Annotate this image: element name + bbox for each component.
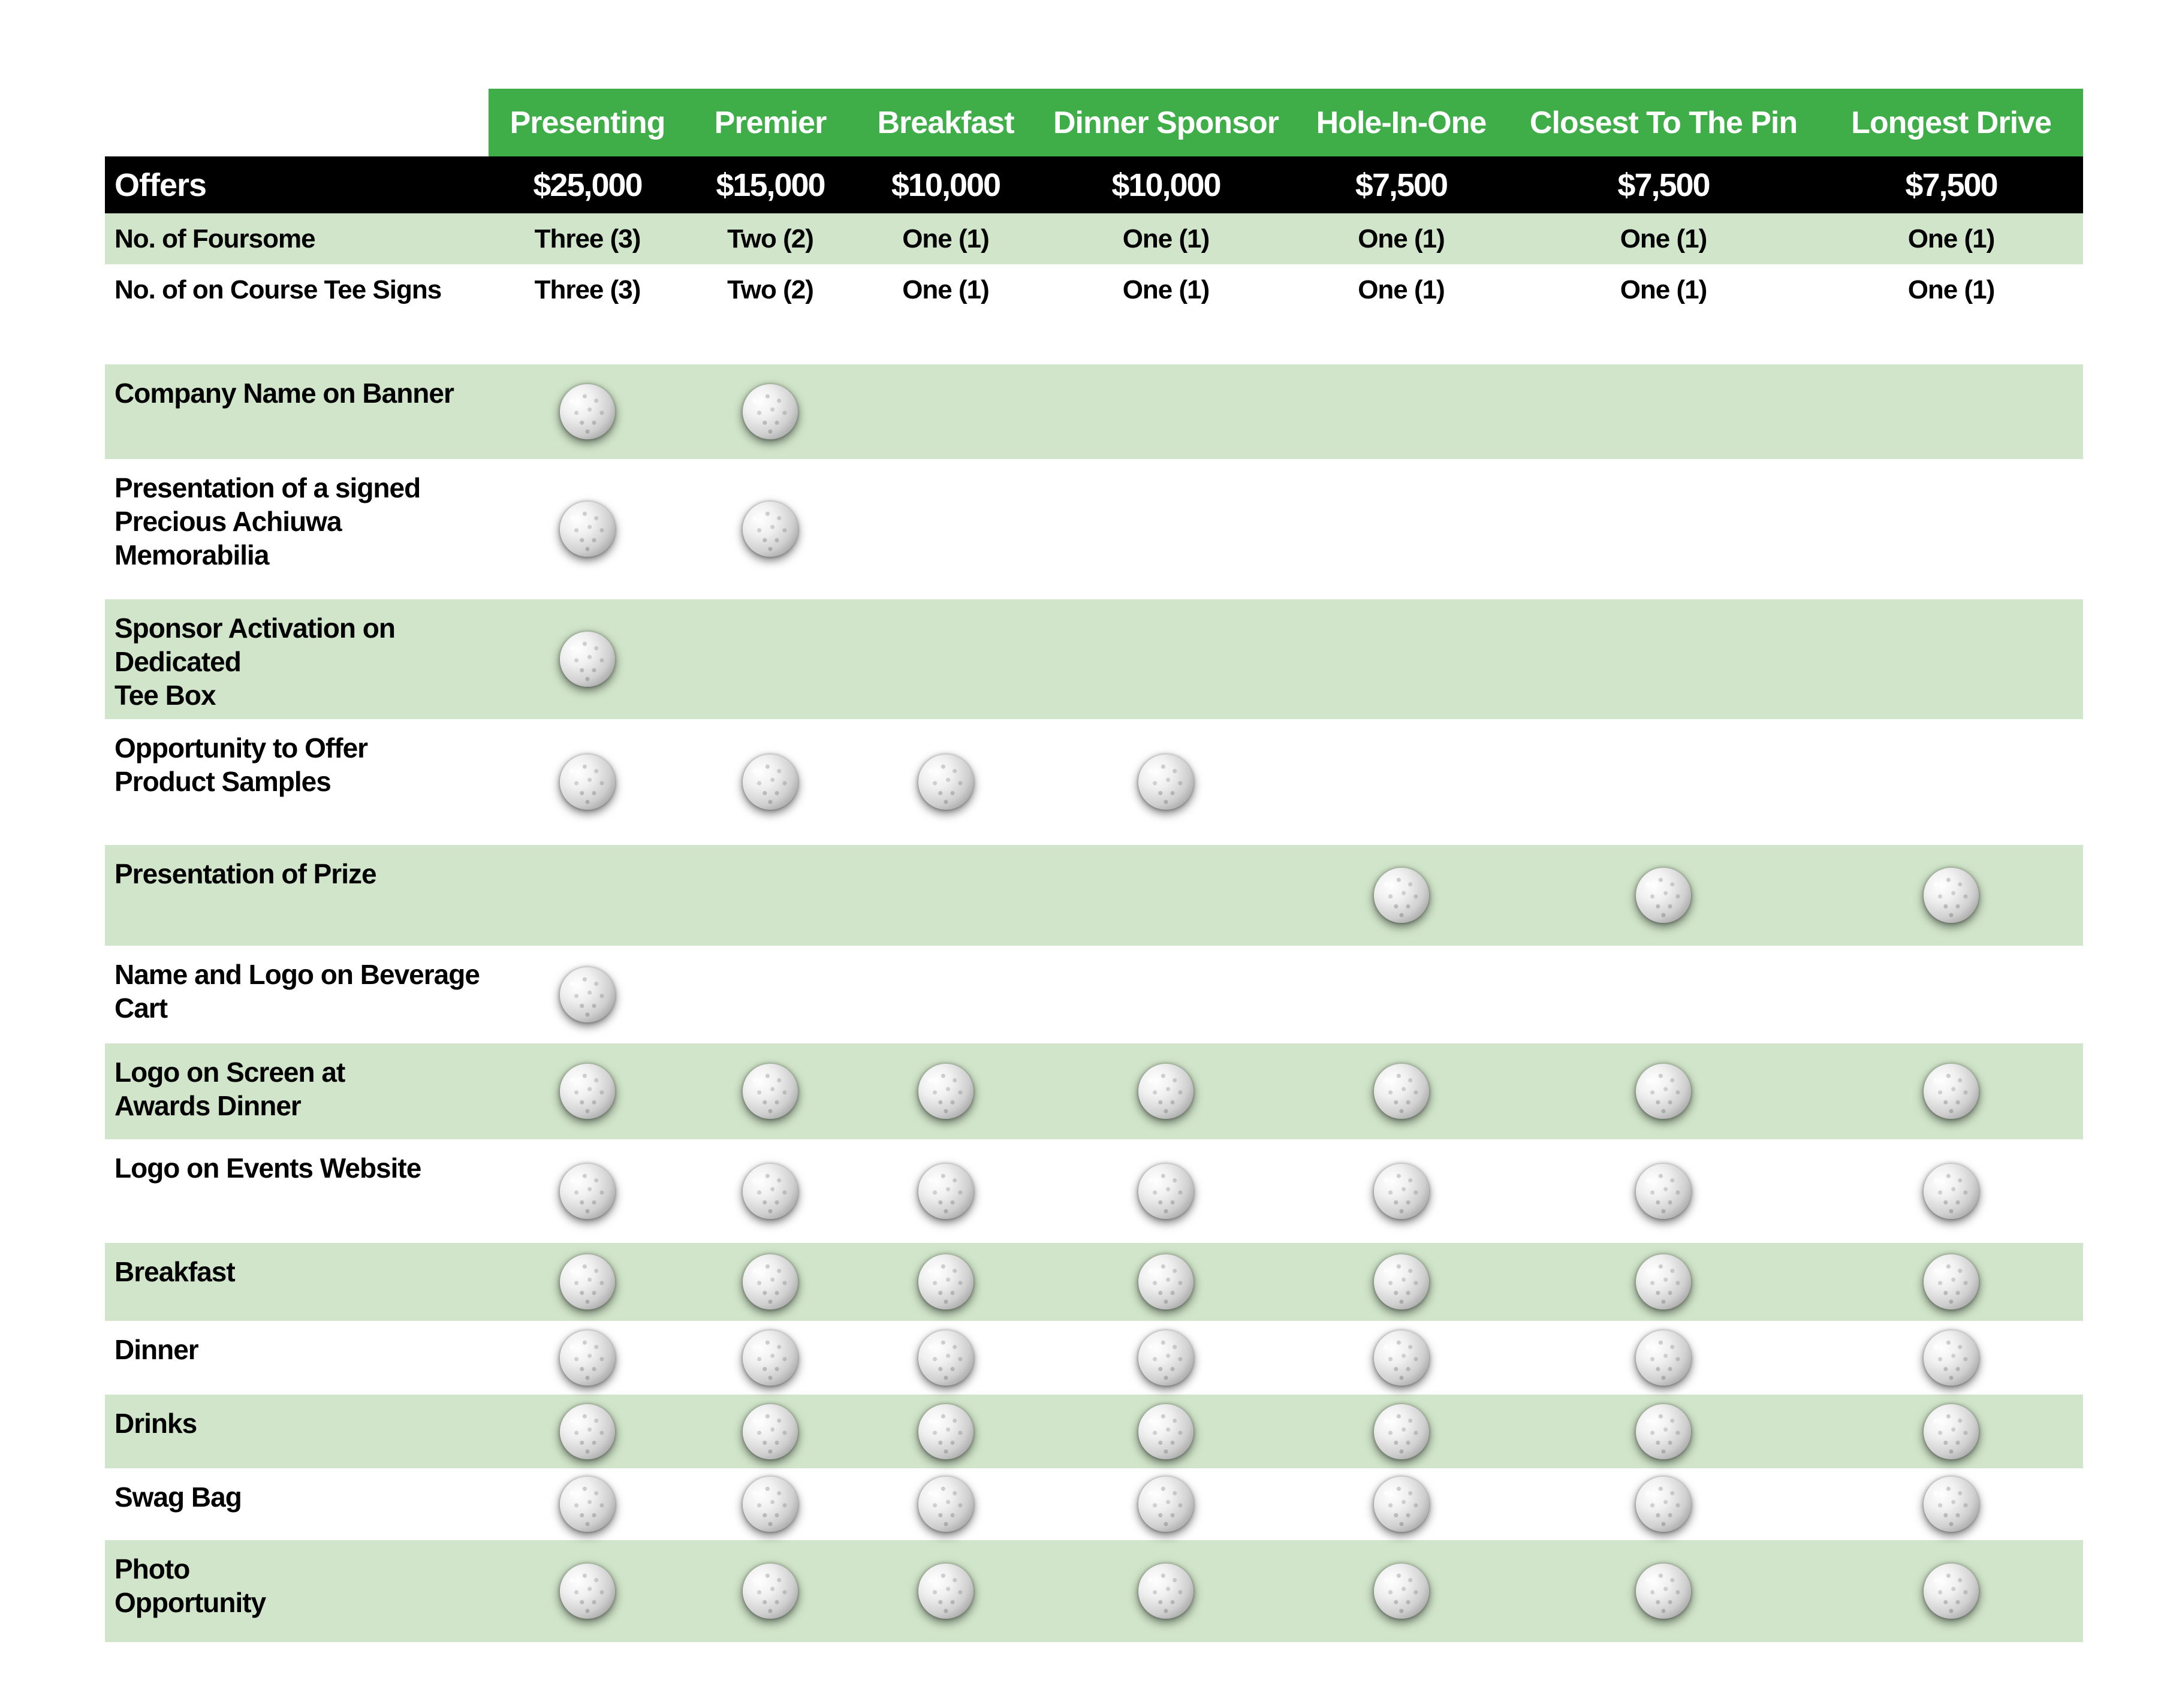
spacer-row xyxy=(105,316,2083,364)
feature-cell xyxy=(1295,719,1508,845)
feature-cell xyxy=(1295,364,1508,459)
feature-cell xyxy=(489,1468,686,1540)
tier-price: $7,500 xyxy=(1819,156,2083,213)
sponsorship-comparison-table xyxy=(105,89,2083,1642)
feature-label xyxy=(105,599,489,719)
feature-cell xyxy=(1819,1321,2083,1395)
golf-ball-icon xyxy=(1924,868,1979,923)
foursome-label: No. of Foursome xyxy=(105,213,489,264)
golf-ball-icon xyxy=(1138,1164,1193,1219)
tee-signs-label: No. of on Course Tee Signs xyxy=(105,264,489,316)
golf-ball-icon xyxy=(1138,1254,1193,1309)
golf-ball-icon xyxy=(1374,868,1429,923)
feature-label-line1: Logo on Events Website xyxy=(114,1152,421,1184)
feature-row xyxy=(105,1243,2083,1321)
golf-ball-icon xyxy=(560,967,615,1022)
feature-cell xyxy=(1295,1139,1508,1243)
golf-ball-icon xyxy=(1636,1564,1691,1619)
feature-row xyxy=(105,1395,2083,1468)
feature-label-line1: Presentation of a signed xyxy=(114,472,421,503)
feature-cell xyxy=(1819,946,2083,1043)
golf-ball-icon xyxy=(1374,1330,1429,1386)
tier-header: Hole-In-One xyxy=(1295,89,1508,156)
feature-cell xyxy=(854,1321,1037,1395)
tee-signs-count: One (1) xyxy=(1037,264,1295,316)
offers-label: Offers xyxy=(105,156,489,213)
golf-ball-icon xyxy=(1924,1064,1979,1119)
feature-cell xyxy=(489,599,686,719)
golf-ball-icon xyxy=(1138,1477,1193,1532)
feature-cell xyxy=(1508,1043,1819,1139)
feature-cell xyxy=(1037,1139,1295,1243)
feature-cell xyxy=(1295,1043,1508,1139)
feature-cell xyxy=(686,459,854,599)
feature-cell xyxy=(1819,459,2083,599)
golf-ball-icon xyxy=(743,1564,798,1619)
feature-cell xyxy=(489,946,686,1043)
golf-ball-icon xyxy=(560,1330,615,1386)
tier-price: $7,500 xyxy=(1508,156,1819,213)
golf-ball-icon xyxy=(1924,1564,1979,1619)
feature-cell xyxy=(854,459,1037,599)
tier-price: $15,000 xyxy=(686,156,854,213)
feature-label-line1: Dinner xyxy=(114,1334,198,1365)
foursome-count: One (1) xyxy=(854,213,1037,264)
feature-cell xyxy=(686,1540,854,1642)
feature-cell xyxy=(854,1243,1037,1321)
feature-cell xyxy=(489,845,686,946)
feature-row xyxy=(105,845,2083,946)
feature-cell xyxy=(1295,1243,1508,1321)
feature-cell xyxy=(1037,1468,1295,1540)
feature-cell xyxy=(1819,1139,2083,1243)
golf-ball-icon xyxy=(1636,868,1691,923)
feature-label-line2: Awards Dinner xyxy=(114,1090,301,1121)
feature-cell xyxy=(489,1395,686,1468)
spacer-cell xyxy=(105,316,2083,364)
feature-cell xyxy=(1508,946,1819,1043)
feature-row xyxy=(105,459,2083,599)
golf-ball-icon xyxy=(918,1064,973,1119)
tee-signs-count: One (1) xyxy=(854,264,1037,316)
feature-cell xyxy=(854,1468,1037,1540)
feature-cell xyxy=(1508,719,1819,845)
feature-label xyxy=(105,1043,489,1139)
golf-ball-icon xyxy=(560,384,615,439)
golf-ball-icon xyxy=(1636,1164,1691,1219)
feature-label xyxy=(105,459,489,599)
feature-cell xyxy=(489,459,686,599)
feature-row xyxy=(105,1043,2083,1139)
feature-row xyxy=(105,364,2083,459)
feature-cell xyxy=(686,1395,854,1468)
tee-signs-count: One (1) xyxy=(1508,264,1819,316)
feature-label-line1: Presentation of Prize xyxy=(114,858,376,889)
golf-ball-icon xyxy=(1924,1330,1979,1386)
feature-cell xyxy=(1037,364,1295,459)
feature-cell xyxy=(1508,1468,1819,1540)
golf-ball-icon xyxy=(1138,1064,1193,1119)
golf-ball-icon xyxy=(743,1330,798,1386)
golf-ball-icon xyxy=(743,755,798,810)
feature-cell xyxy=(854,1540,1037,1642)
tier-header: Closest To The Pin xyxy=(1508,89,1819,156)
foursome-count: One (1) xyxy=(1819,213,2083,264)
golf-ball-icon xyxy=(743,384,798,439)
golf-ball-icon xyxy=(1636,1330,1691,1386)
feature-label-line1: Logo on Screen at xyxy=(114,1057,345,1088)
feature-cell xyxy=(1037,1540,1295,1642)
feature-label xyxy=(105,364,489,459)
feature-cell xyxy=(1295,459,1508,599)
feature-cell xyxy=(686,599,854,719)
feature-cell xyxy=(686,1321,854,1395)
golf-ball-icon xyxy=(560,1254,615,1309)
golf-ball-icon xyxy=(918,1254,973,1309)
feature-cell xyxy=(1508,1139,1819,1243)
feature-cell xyxy=(1295,845,1508,946)
golf-ball-icon xyxy=(1924,1404,1979,1459)
feature-cell xyxy=(686,946,854,1043)
feature-cell xyxy=(1508,1540,1819,1642)
feature-cell xyxy=(489,1043,686,1139)
feature-cell xyxy=(1295,1321,1508,1395)
golf-ball-icon xyxy=(743,1164,798,1219)
feature-cell xyxy=(854,599,1037,719)
feature-label xyxy=(105,1139,489,1243)
golf-ball-icon xyxy=(1374,1164,1429,1219)
feature-cell xyxy=(686,845,854,946)
feature-cell xyxy=(1295,599,1508,719)
golf-ball-icon xyxy=(1924,1164,1979,1219)
feature-cell xyxy=(686,1468,854,1540)
feature-cell xyxy=(1508,599,1819,719)
feature-cell xyxy=(1037,1321,1295,1395)
foursome-count: Three (3) xyxy=(489,213,686,264)
foursome-count: One (1) xyxy=(1295,213,1508,264)
offers-price-row xyxy=(105,156,2083,213)
feature-cell xyxy=(1037,719,1295,845)
feature-label xyxy=(105,1321,489,1395)
feature-cell xyxy=(489,364,686,459)
tier-price: $10,000 xyxy=(854,156,1037,213)
feature-label xyxy=(105,1243,489,1321)
golf-ball-icon xyxy=(1636,1404,1691,1459)
feature-label-line2: Product Samples xyxy=(114,766,331,797)
tier-header: Dinner Sponsor xyxy=(1037,89,1295,156)
feature-cell xyxy=(1295,1395,1508,1468)
golf-ball-icon xyxy=(1374,1477,1429,1532)
feature-cell xyxy=(1508,1395,1819,1468)
feature-cell xyxy=(1508,1243,1819,1321)
feature-label xyxy=(105,1468,489,1540)
feature-cell xyxy=(1819,364,2083,459)
golf-ball-icon xyxy=(1138,1404,1193,1459)
feature-cell xyxy=(1819,599,2083,719)
tier-price: $7,500 xyxy=(1295,156,1508,213)
golf-ball-icon xyxy=(918,1477,973,1532)
feature-label xyxy=(105,845,489,946)
golf-ball-icon xyxy=(743,1064,798,1119)
feature-cell xyxy=(1037,1395,1295,1468)
golf-ball-icon xyxy=(743,1254,798,1309)
feature-cell xyxy=(1295,946,1508,1043)
feature-label-line1: Opportunity to Offer xyxy=(114,732,368,764)
feature-cell xyxy=(489,1540,686,1642)
tier-price: $25,000 xyxy=(489,156,686,213)
tee-signs-count: Two (2) xyxy=(686,264,854,316)
foursome-count: One (1) xyxy=(1508,213,1819,264)
golf-ball-icon xyxy=(1138,755,1193,810)
tier-header: Longest Drive xyxy=(1819,89,2083,156)
feature-cell xyxy=(1508,459,1819,599)
feature-cell xyxy=(1295,1468,1508,1540)
feature-label xyxy=(105,1540,489,1642)
golf-ball-icon xyxy=(1924,1254,1979,1309)
golf-ball-icon xyxy=(560,1064,615,1119)
feature-row xyxy=(105,1321,2083,1395)
feature-cell xyxy=(1819,1243,2083,1321)
golf-ball-icon xyxy=(743,1404,798,1459)
tier-header: Breakfast xyxy=(854,89,1037,156)
feature-row xyxy=(105,1540,2083,1642)
golf-ball-icon xyxy=(918,1330,973,1386)
feature-label-line2: Opportunity xyxy=(114,1587,266,1618)
golf-ball-icon xyxy=(1924,1477,1979,1532)
feature-cell xyxy=(1037,1043,1295,1139)
golf-ball-icon xyxy=(918,1564,973,1619)
feature-cell xyxy=(1819,719,2083,845)
feature-cell xyxy=(1819,1043,2083,1139)
feature-label xyxy=(105,719,489,845)
feature-cell xyxy=(1819,1468,2083,1540)
feature-cell xyxy=(686,1139,854,1243)
golf-ball-icon xyxy=(1374,1404,1429,1459)
golf-ball-icon xyxy=(743,502,798,557)
feature-row xyxy=(105,1139,2083,1243)
feature-cell xyxy=(686,1243,854,1321)
feature-label xyxy=(105,1395,489,1468)
golf-ball-icon xyxy=(1374,1254,1429,1309)
golf-ball-icon xyxy=(918,1164,973,1219)
foursome-count: Two (2) xyxy=(686,213,854,264)
feature-cell xyxy=(854,1043,1037,1139)
feature-cell xyxy=(1508,364,1819,459)
feature-cell xyxy=(686,364,854,459)
golf-ball-icon xyxy=(560,502,615,557)
tee-signs-count: One (1) xyxy=(1295,264,1508,316)
feature-row xyxy=(105,599,2083,719)
feature-label-line1: Drinks xyxy=(114,1408,197,1439)
golf-ball-icon xyxy=(1636,1254,1691,1309)
golf-ball-icon xyxy=(1636,1064,1691,1119)
feature-cell xyxy=(1037,599,1295,719)
tier-header: Premier xyxy=(686,89,854,156)
feature-cell xyxy=(489,719,686,845)
golf-ball-icon xyxy=(1138,1330,1193,1386)
golf-ball-icon xyxy=(560,1477,615,1532)
feature-cell xyxy=(489,1243,686,1321)
feature-cell xyxy=(686,719,854,845)
feature-cell xyxy=(489,1321,686,1395)
feature-label-line1: Sponsor Activation on Dedicated xyxy=(114,612,395,677)
feature-cell xyxy=(854,845,1037,946)
feature-cell xyxy=(854,1395,1037,1468)
feature-cell xyxy=(1508,1321,1819,1395)
feature-cell xyxy=(854,719,1037,845)
feature-cell xyxy=(1295,1540,1508,1642)
feature-cell xyxy=(1819,1540,2083,1642)
feature-cell xyxy=(854,1139,1037,1243)
golf-ball-icon xyxy=(560,1564,615,1619)
golf-ball-icon xyxy=(560,755,615,810)
feature-label-line1: Breakfast xyxy=(114,1256,235,1287)
feature-cell xyxy=(854,946,1037,1043)
tee-signs-count: One (1) xyxy=(1819,264,2083,316)
header-corner xyxy=(105,89,489,156)
golf-ball-icon xyxy=(560,632,615,687)
golf-ball-icon xyxy=(1374,1064,1429,1119)
foursome-count: One (1) xyxy=(1037,213,1295,264)
golf-ball-icon xyxy=(918,1404,973,1459)
feature-cell xyxy=(1508,845,1819,946)
feature-row xyxy=(105,946,2083,1043)
tier-price: $10,000 xyxy=(1037,156,1295,213)
golf-ball-icon xyxy=(1374,1564,1429,1619)
feature-label xyxy=(105,946,489,1043)
feature-row xyxy=(105,719,2083,845)
feature-cell xyxy=(1819,845,2083,946)
feature-cell xyxy=(686,1043,854,1139)
feature-label-line1: Name and Logo on Beverage Cart xyxy=(114,959,480,1024)
feature-label-line1: Company Name on Banner xyxy=(114,378,454,409)
feature-cell xyxy=(1819,1395,2083,1468)
feature-cell xyxy=(489,1139,686,1243)
tier-header-row xyxy=(105,89,2083,156)
feature-cell xyxy=(854,364,1037,459)
golf-ball-icon xyxy=(743,1477,798,1532)
golf-ball-icon xyxy=(1138,1564,1193,1619)
tier-header: Presenting xyxy=(489,89,686,156)
feature-label-line2: Tee Box xyxy=(114,680,216,711)
feature-cell xyxy=(1037,459,1295,599)
feature-row xyxy=(105,1468,2083,1540)
tee-signs-count: Three (3) xyxy=(489,264,686,316)
feature-label-line1: Photo xyxy=(114,1553,190,1585)
feature-cell xyxy=(1037,946,1295,1043)
golf-ball-icon xyxy=(560,1404,615,1459)
golf-ball-icon xyxy=(918,755,973,810)
golf-ball-icon xyxy=(1636,1477,1691,1532)
tee-signs-row xyxy=(105,264,2083,316)
feature-label-line1: Swag Bag xyxy=(114,1481,242,1513)
feature-cell xyxy=(1037,845,1295,946)
feature-cell xyxy=(1037,1243,1295,1321)
golf-ball-icon xyxy=(560,1164,615,1219)
foursome-row xyxy=(105,213,2083,264)
feature-label-line2: Precious Achiuwa Memorabilia xyxy=(114,506,342,571)
